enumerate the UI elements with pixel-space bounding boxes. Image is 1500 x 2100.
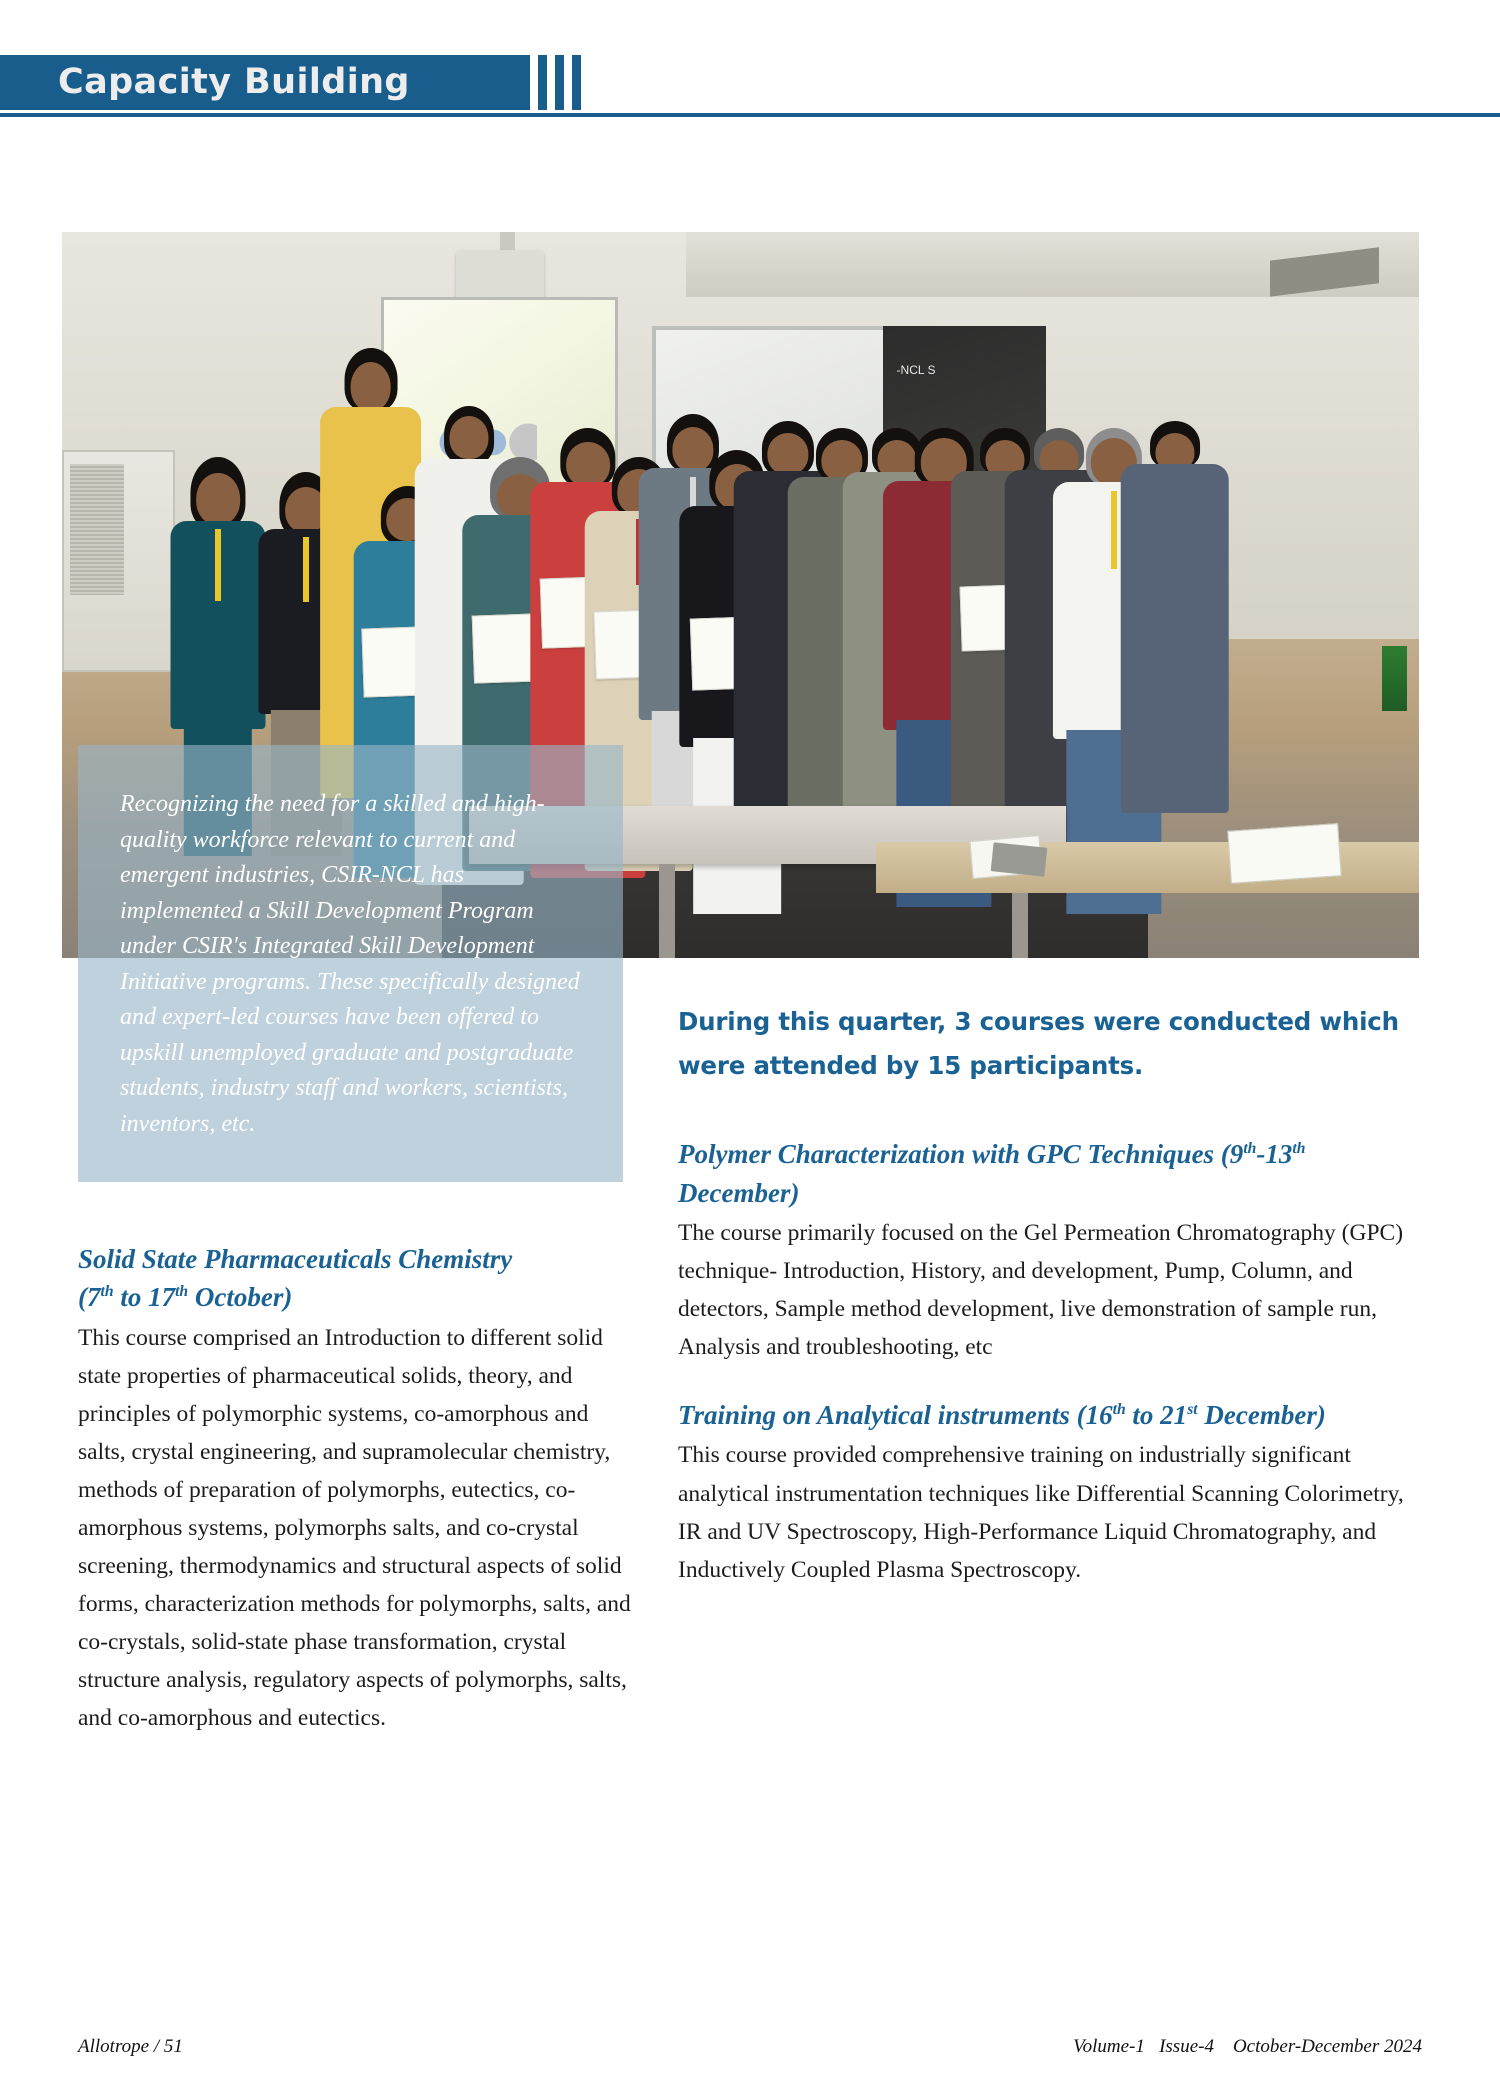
course-date-mid: to 21 xyxy=(1125,1400,1188,1431)
course-date-mid: to 17 xyxy=(113,1282,176,1313)
course-date-suffix: October) xyxy=(188,1282,293,1313)
footer-publication-page: Allotrope / 51 xyxy=(78,2036,183,2057)
page-title: Capacity Building xyxy=(58,61,410,102)
course-heading-solid-state xyxy=(78,1240,638,1317)
photo-person xyxy=(1120,421,1229,813)
page-header-banner xyxy=(0,55,1500,110)
section-spacer xyxy=(678,1366,1408,1396)
course-date-mid: -13 xyxy=(1256,1139,1293,1170)
left-text-column xyxy=(78,1240,638,1737)
course-heading-analytical-instruments xyxy=(678,1396,1408,1434)
header-stripe-icon-2 xyxy=(555,55,564,110)
course-date-sup-1: th xyxy=(1112,1401,1126,1419)
footer-volume-issue-date: Volume-1 Issue-4 October-December 2024 xyxy=(1073,2036,1422,2057)
course-body-polymer-gpc: The course primarily focused on the Gel Permeation Chromatography (GPC) technique- Introduction, History, and development, Pump, Column, and detectors, Sample method development, live demonstration of sample run, Analysis and troubleshooting, etc xyxy=(678,1219,1404,1361)
course-date-prefix: (7 xyxy=(78,1282,101,1313)
course-date-sup-2: st xyxy=(1187,1401,1198,1419)
course-title-line1: Training on Analytical instruments (16 xyxy=(678,1400,1113,1431)
course-body-solid-state: This course comprised an Introduction to different solid state properties of pharmaceutical solids, theory, and principles of polymorphic systems, co-amorphous and salts, crystal engineering, and supramolecular chemistry, methods of preparation of polymorphs, eutectics, co-amorphous systems, polymorphs salts, and co-crystal screening, thermodynamics and structural aspects of solid forms, characterization methods for polymorphs, salts, and co-crystals, solid-state phase transformation, crystal structure analysis, regulatory aspects of polymorphs, salts, and co-amorphous and eutectics. xyxy=(78,1324,631,1732)
photo-cabinet-grill xyxy=(70,464,124,595)
right-text-column xyxy=(678,1000,1408,1589)
course-date-suffix: December) xyxy=(678,1177,800,1208)
course-date-sup-2: th xyxy=(175,1283,189,1301)
course-body-analytical-instruments: This course provided comprehensive training on industrially significant analytical instrumentation techniques like Differential Scanning Colorimetry, IR and UV Spectroscopy, High-Performance Liquid Chromatography, and Inductively Coupled Plasma Spectroscopy. xyxy=(678,1442,1404,1583)
header-stripe-icon-3 xyxy=(572,55,581,110)
photo-certificate-on-table xyxy=(1227,824,1341,884)
course-title-line1: Polymer Characterization with GPC Techniques (9 xyxy=(678,1139,1244,1170)
photo-caption-text: Recognizing the need for a skilled and high-quality workforce relevant to current and emergent industries, CSIR-NCL has implemented a Skill Development Program under CSIR's Integrated Skill Development Initiative programs. These specifically designed and expert-led courses have been offered to upskill unemployed graduate and postgraduate students, industry staff and workers, scientists, inventors, etc. xyxy=(120,791,580,1137)
header-title-block xyxy=(0,55,530,110)
photo-poster-board-label: -NCL S xyxy=(896,362,936,377)
photo-table-leg xyxy=(659,864,675,958)
quarter-summary-text: During this quarter, 3 courses were conducted which were attended by 15 participants. xyxy=(678,1007,1399,1080)
photo-caption-overlay xyxy=(78,745,623,1182)
course-heading-polymer-gpc xyxy=(678,1135,1408,1212)
course-date-sup-2: th xyxy=(1292,1140,1306,1158)
course-date-suffix: December) xyxy=(1197,1400,1326,1431)
course-title-line1: Solid State Pharmaceuticals Chemistry xyxy=(78,1244,513,1274)
course-date-sup-1: th xyxy=(1243,1140,1257,1158)
header-divider-rule xyxy=(0,113,1500,117)
header-stripe-icon-1 xyxy=(538,55,547,110)
course-date-sup-1: th xyxy=(100,1283,114,1301)
photo-wall-strip xyxy=(1382,646,1406,711)
